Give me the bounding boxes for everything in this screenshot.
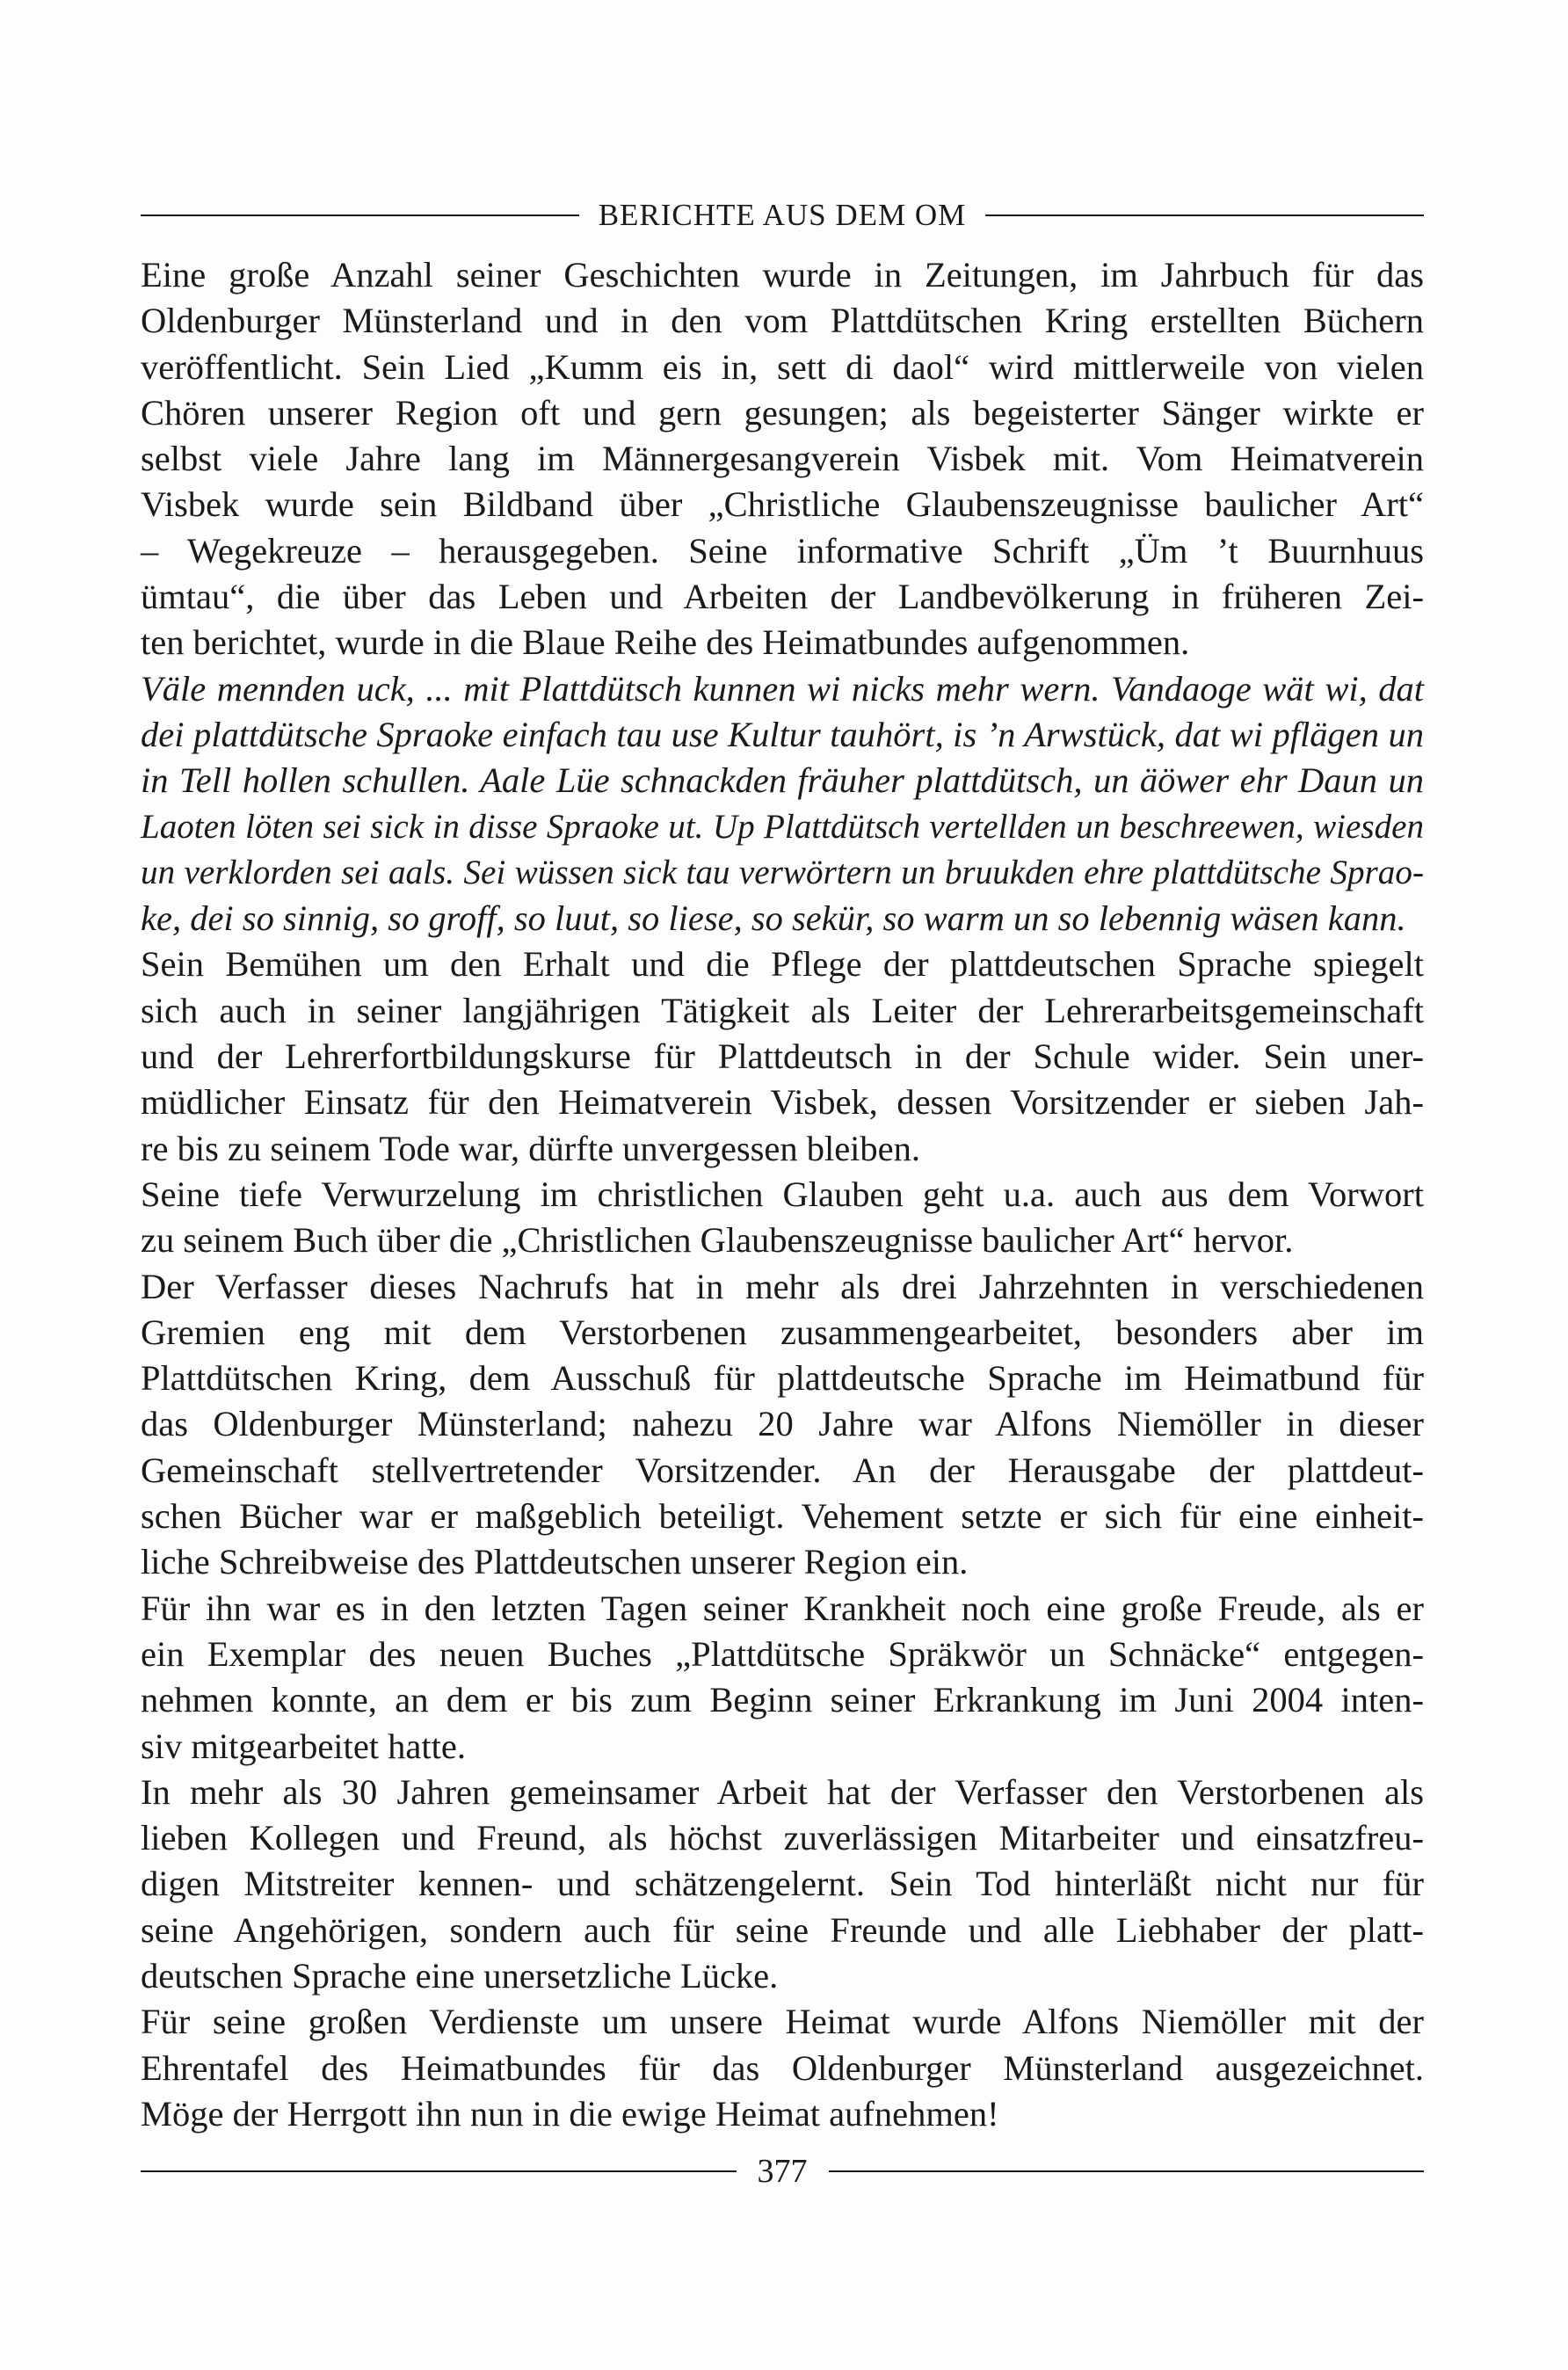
text-line: Für seine großen Verdienste um unsere Heimat wurde Alfons Niemöller mit der	[141, 2002, 1424, 2042]
text-line: Möge der Herrgott ihn nun in die ewige Heimat aufnehmen!	[141, 2093, 999, 2134]
text-line: Eine große Anzahl seiner Geschichten wurde in Zeitungen, im Jahrbuch für das	[141, 255, 1424, 294]
text-line: Der Verfasser dieses Nachrufs hat in mehr als drei Jahrzehnten in verschiedenen	[141, 1266, 1424, 1306]
text-line: Seine tiefe Verwurzelung im christlichen Glauben geht u.a. auch aus dem Vorwort	[141, 1174, 1424, 1214]
text-line: nehmen konnte, an dem er bis zum Beginn seiner Erkrankung im Juni 2004 inten-	[141, 1680, 1424, 1720]
footer-rule-left	[141, 2170, 737, 2172]
text-line: Sein Bemühen um den Erhalt und die Pflege der plattdeutschen Sprache spiegelt	[141, 944, 1424, 985]
header-rule-right	[985, 214, 1424, 216]
header-rule-left	[141, 214, 579, 216]
text-line: zu seinem Buch über die „Christlichen Glaubenszeugnisse baulicher Art“ hervor.	[141, 1220, 1294, 1261]
text-line: Für ihn war es in den letzten Tagen seiner Krankheit noch eine große Freude, als er	[141, 1588, 1424, 1628]
text-line: schen Bücher war er maßgeblich beteiligt. Vehement setzte er sich für eine einheit-	[141, 1496, 1424, 1537]
text-line: lieben Kollegen und Freund, als höchst zuverlässigen Mitarbeiter und einsatzfreu-	[141, 1818, 1424, 1858]
paragraph	[141, 1264, 1424, 1586]
text-line: ümtau“, die über das Leben und Arbeiten der Landbevölkerung in früheren Zei-	[141, 577, 1424, 617]
text-line: ke, dei so sinnig, so groff, so luut, so liese, so sekür, so warm un so lebennig wäsen kann.	[141, 898, 1406, 939]
text-line: re bis zu seinem Tode war, dürfte unvergessen bleiben.	[141, 1128, 921, 1168]
running-footer	[141, 2145, 1424, 2198]
paragraph	[141, 1586, 1424, 1770]
text-line: in Tell hollen schullen. Aale Lüe schnackden fräuher plattdütsch, un äöwer ehr Daun un	[141, 760, 1424, 801]
text-line: un verklorden sei aals. Sei wüssen sick tau verwörtern un bruukden ehre plattdütsche Sprao-	[141, 853, 1424, 891]
text-line: liche Schreibweise des Plattdeutschen unserer Region ein.	[141, 1542, 969, 1582]
text-line: Chören unserer Region oft und gern gesungen; als begeisterter Sänger wirkte er	[141, 392, 1424, 433]
text-line: Visbek wurde sein Bildband über „Christliche Glaubenszeugnisse baulicher Art“	[141, 484, 1424, 525]
paragraph	[141, 1770, 1424, 1999]
text-line: und der Lehrerfortbildungskurse für Plattdeutsch in der Schule wider. Sein uner-	[141, 1036, 1424, 1077]
text-line: ten berichtet, wurde in die Blaue Reihe des Heimatbundes aufgenommen.	[141, 622, 1190, 663]
text-line: Laoten löten sei sick in disse Spraoke ut. Up Plattdütsch vertellden un beschreewen, wiesden	[141, 807, 1424, 846]
text-line: siv mitgearbeitet hatte.	[141, 1726, 466, 1766]
text-line: Ehrentafel des Heimatbundes für das Oldenburger Münsterland ausgezeichnet.	[141, 2047, 1424, 2088]
paragraph	[141, 1999, 1424, 2137]
text-line: In mehr als 30 Jahren gemeinsamer Arbeit hat der Verfasser den Verstorbenen als	[141, 1771, 1424, 1812]
text-line: sich auch in seiner langjährigen Tätigkeit als Leiter der Lehrerarbeitsgemeinschaft	[141, 990, 1424, 1030]
paragraph	[141, 1172, 1424, 1264]
text-line: das Oldenburger Münsterland; nahezu 20 Jahre war Alfons Niemöller in dieser	[141, 1404, 1424, 1444]
footer-rule-right	[829, 2170, 1425, 2172]
page-number: 377	[757, 2153, 808, 2190]
text-line: seine Angehörigen, sondern auch für seine Freunde und alle Liebhaber der platt-	[141, 1909, 1424, 1950]
paragraph	[141, 666, 1424, 942]
text-line: deutschen Sprache eine unersetzliche Lücke.	[141, 1955, 779, 1996]
paragraph	[141, 252, 1424, 666]
text-line: ein Exemplar des neuen Buches „Plattdütsche Spräkwör un Schnäcke“ entgegen-	[141, 1633, 1424, 1674]
text-line: selbst viele Jahre lang im Männergesangverein Visbek mit. Vom Heimatverein	[141, 439, 1424, 479]
text-line: digen Mitstreiter kennen- und schätzengelernt. Sein Tod hinterläßt nicht nur für	[141, 1864, 1424, 1904]
text-line: Oldenburger Münsterland und in den vom Plattdütschen Kring erstellten Büchern	[141, 301, 1424, 341]
paragraph	[141, 941, 1424, 1171]
text-line: Gemeinschaft stellvertretender Vorsitzender. An der Herausgabe der plattdeut-	[141, 1450, 1424, 1490]
text-line: dei plattdütsche Spraoke einfach tau use Kultur tauhört, is ’n Arwstück, dat wi pflägen un	[141, 714, 1424, 754]
text-line: veröffentlicht. Sein Lied „Kumm eis in, sett di daol“ wird mittlerweile von vielen	[141, 346, 1424, 387]
text-line: – Wegekreuze – herausgegeben. Seine informative Schrift „Üm ’t Buurnhuus	[141, 530, 1424, 571]
text-line: müdlicher Einsatz für den Heimatverein Visbek, dessen Vorsitzender er sieben Jah-	[141, 1082, 1424, 1123]
text-line: Plattdütschen Kring, dem Ausschuß für plattdeutsche Sprache im Heimatbund für	[141, 1358, 1424, 1399]
body-text	[141, 252, 1424, 2137]
running-title: BERICHTE AUS DEM OM	[598, 198, 967, 232]
running-header	[141, 189, 1424, 242]
text-line: Gremien eng mit dem Verstorbenen zusammengearbeitet, besonders aber im	[141, 1312, 1424, 1352]
text-line: Väle mennden uck, ... mit Plattdütsch kunnen wi nicks mehr wern. Vandaoge wät wi, dat	[141, 668, 1424, 709]
